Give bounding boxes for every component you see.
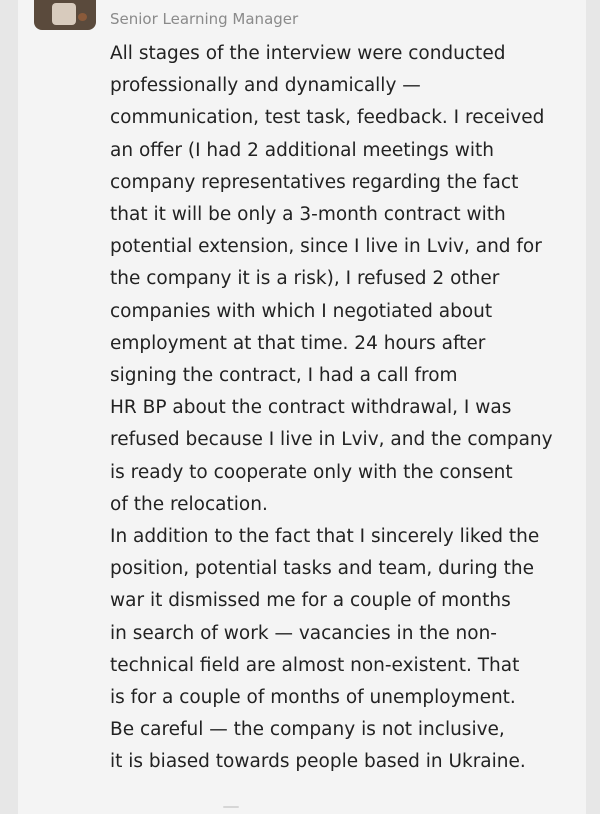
review-line: an offer (I had 2 additional meetings with <box>110 139 494 161</box>
author-role: Senior Learning Manager <box>110 10 299 28</box>
review-line: that it will be only a 3-month contract with <box>110 204 506 226</box>
avatar[interactable] <box>34 0 96 30</box>
scroll-indicator <box>223 806 239 808</box>
avatar-dot <box>78 13 87 21</box>
review-line: All stages of the interview were conducted <box>110 43 506 64</box>
review-text <box>110 38 580 779</box>
avatar-image <box>52 3 76 25</box>
review-line: position, potential tasks and team, during the <box>110 558 535 580</box>
review-line: signing the contract, I had a call from <box>110 365 458 387</box>
review-line: in search of work — vacancies in the non- <box>110 622 497 644</box>
review-line: the company it is a risk), I refused 2 other <box>110 268 500 290</box>
review-line: is for a couple of months of unemployment. <box>110 687 516 709</box>
review-line: refused because I live in Lviv, and the company <box>110 429 553 451</box>
review-line: technical field are almost non-existent. That <box>110 654 520 676</box>
review-line: professionally and dynamically — <box>110 75 421 97</box>
review-line: Be careful — the company is not inclusive, <box>110 719 505 741</box>
review-line: it is biased towards people based in Ukraine. <box>110 751 526 773</box>
review-line: war it dismissed me for a couple of months <box>110 590 511 612</box>
review-line: employment at that time. 24 hours after <box>110 332 486 354</box>
review-line: company representatives regarding the fact <box>110 171 519 193</box>
review-line: potential extension, since I live in Lviv, and for <box>110 236 542 258</box>
review-line: In addition to the fact that I sincerely liked the <box>110 526 540 548</box>
review-line: communication, test task, feedback. I received <box>110 107 545 129</box>
review-line: companies with which I negotiated about <box>110 300 493 322</box>
review-line: is ready to cooperate only with the consent <box>110 461 513 483</box>
review-line: of the relocation. <box>110 493 268 515</box>
review-line: HR BP about the contract withdrawal, I was <box>110 397 512 419</box>
